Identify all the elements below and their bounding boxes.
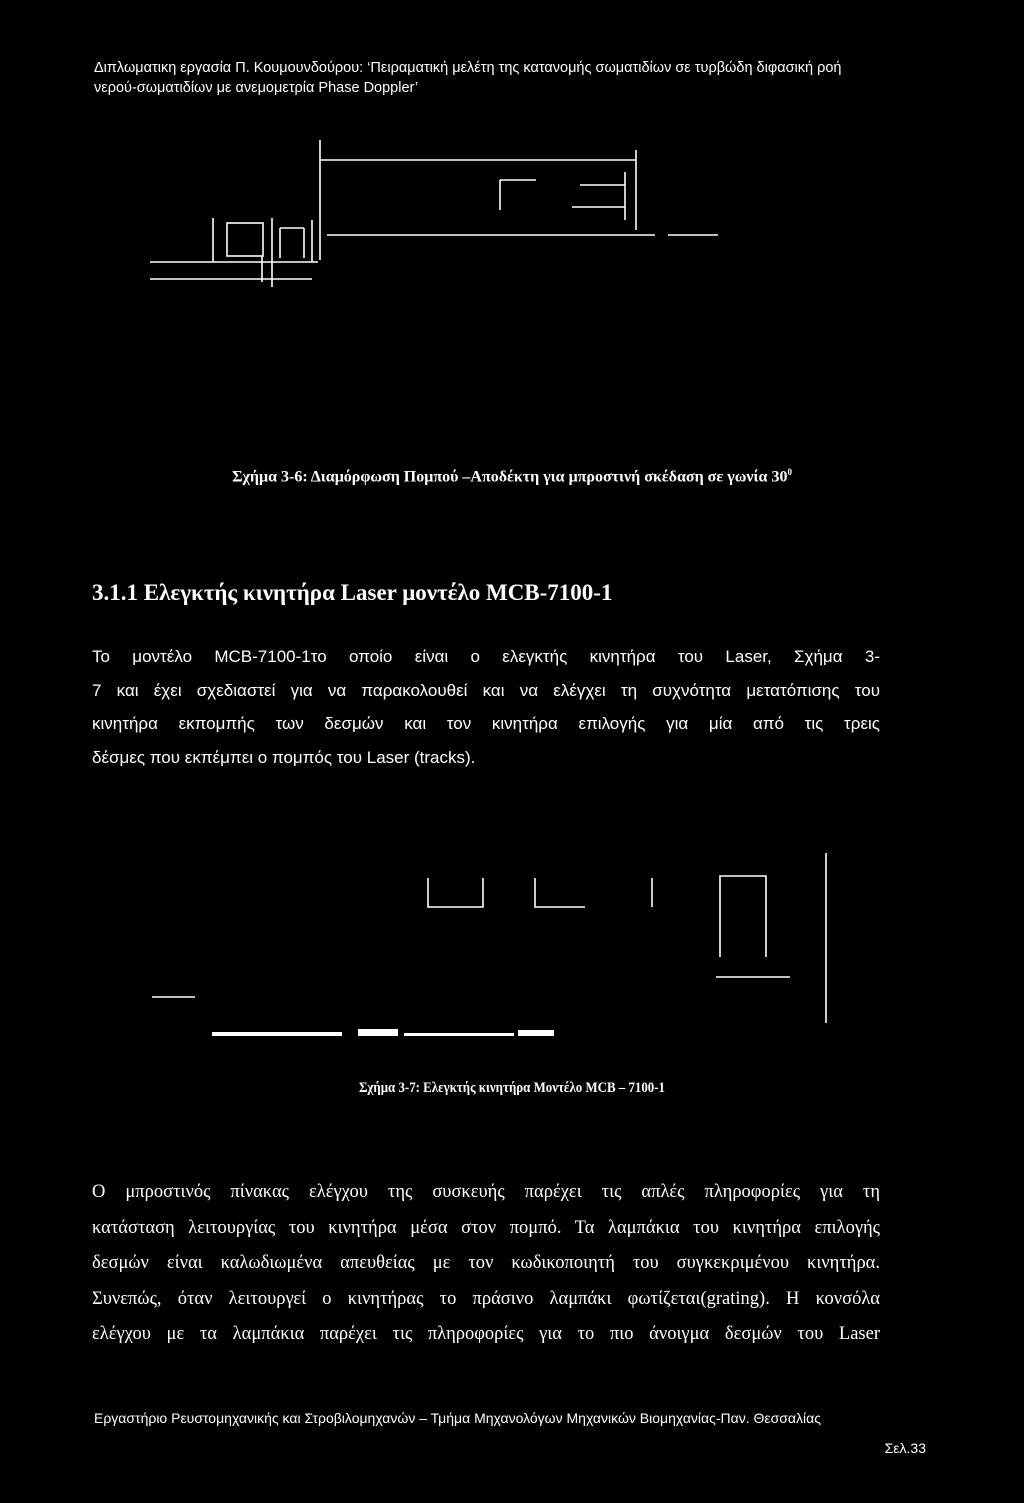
paragraph-2-line-5: ελέγχου με τα λαμπάκια παρέχει τις πληροφορίες για το πιο άνοιγμα δεσμών του Laser: [92, 1324, 880, 1344]
paragraph-2-line-4: Συνεπώς, όταν λειτουργεί ο κινητήρας το πράσινο λαμπάκι φωτίζεται(grating). Η κονσόλα: [92, 1288, 880, 1309]
figure-3-6-caption-superscript: 0: [787, 467, 792, 477]
figure-3-6-caption: [0, 467, 1024, 486]
figure-3-6-drawing: [0, 130, 1024, 430]
page-footer: Εργαστήριο Ρευστομηχανικής και Στροβιλομηχανών – Τμήμα Μηχανολόγων Μηχανικών Βιομηχανίας-Παν. Θεσσαλίας: [94, 1410, 821, 1426]
page-header: [94, 58, 974, 98]
paragraph-2-line-3: δεσμών είναι καλωδιωμένα απευθείας με τον κωδικοποιητή του συγκεκριμένου κινητήρα.: [92, 1253, 880, 1273]
paragraph-1-line-4: δέσμες που εκπέμπει ο πομπός του Laser (tracks).: [92, 747, 476, 767]
paragraph-1-line-2: 7 και έχει σχεδιαστεί για να παρακολουθεί και να ελέγχει τη συχνότητα μετατόπισης του: [92, 680, 880, 700]
section-heading: 3.1.1 Ελεγκτής κινητήρα Laser μοντέλο MCB-7100-1: [92, 580, 613, 605]
paragraph-2: [92, 1175, 880, 1353]
paragraph-1-line-3: κινητήρα εκπομπής των δεσμών και τον κινητήρα επιλογής για μία από τις τρεις: [92, 714, 880, 733]
figure-3-6-caption-text: Σχήμα 3-6: Διαμόρφωση Πομπού –Αποδέκτη για μπροστινή σκέδαση σε γωνία 30: [232, 468, 788, 486]
paragraph-1: [92, 640, 880, 774]
figure-3-7-drawing: [0, 845, 1024, 1045]
figure-3-7-caption: Σχήμα 3-7: Ελεγκτής κινητήρα Μοντέλο MCB – 7100-1: [358, 1080, 665, 1096]
page-number: Σελ.33: [884, 1440, 926, 1456]
paragraph-2-line-1: Ο μπροστινός πίνακας ελέγχου της συσκευής παρέχει τις απλές πληροφορίες για τη: [92, 1182, 880, 1202]
paragraph-2-line-2: κατάσταση λειτουργίας του κινητήρα μέσα στον πομπό. Τα λαμπάκια του κινητήρα επιλογής: [92, 1217, 880, 1238]
header-line-2: νερού-σωματιδίων με ανεμομετρία Phase Doppler’: [94, 80, 419, 96]
paragraph-1-line-1: Το μοντέλο MCB-7100-1το οποίο είναι ο ελεγκτής κινητήρα του Laser, Σχήμα 3-: [92, 647, 880, 666]
header-line-1: Διπλωματικη εργασία Π. Κουμουνδούρου: ‘Πειραματική μελέτη της κατανομής σωματιδίων σε τυρβώδη διφασική ροή: [94, 60, 842, 76]
